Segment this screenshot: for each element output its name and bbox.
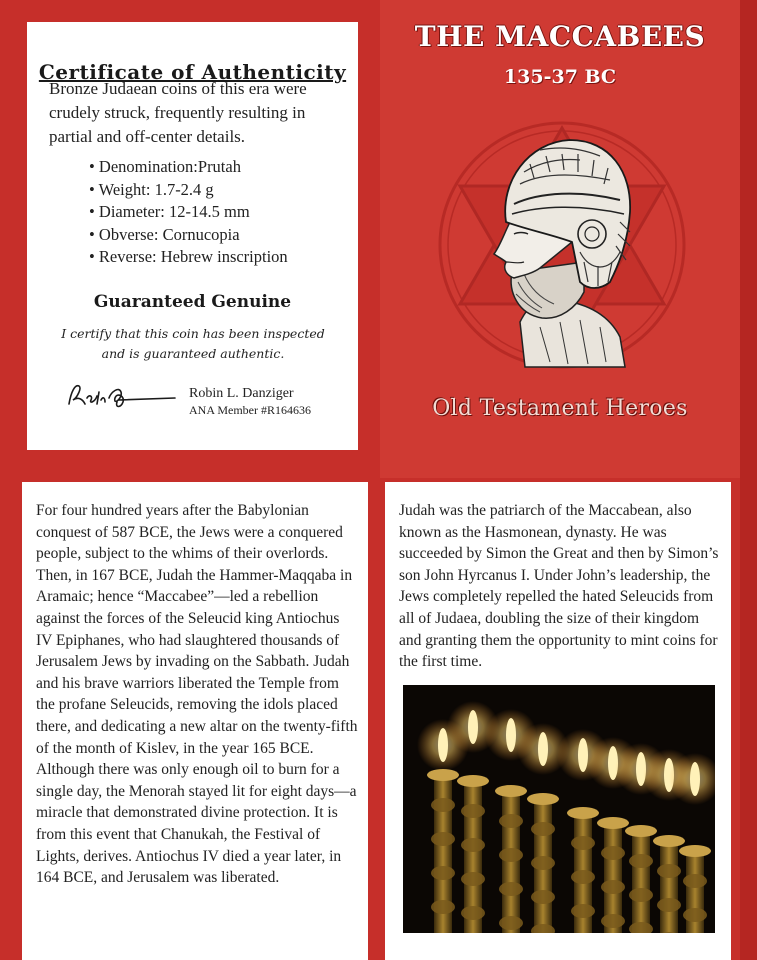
spec-item: • Denomination:Prutah	[89, 156, 288, 179]
guarantee-line: I certify that this coin has been inspected	[61, 326, 325, 341]
history-paragraph: For four hundred years after the Babylonian conquest of 587 BCE, the Jews were a conquered people, subject to the whims of their overlords. Then, in 167 BCE, Judah the Hammer-Maqqaba in Aramaic; hence “Maccabee”—led a rebellion against the forces of the Seleucid king Antiochus IV Epiphanes, who had slaughtered thousands of Jerusalem Jews by invading on the Sabbath. Judah and his brave warriors liberated the Temple from the profane Seleucids, removing the idols placed there, and dedicating a new altar on the twenty-fifth of the month of Kislev, in the year 165 BCE. Although there was only enough oil to burn for a single day, the Menorah stayed lit for eight days—a miracle that demonstrated divine protection. It is from this event that Chanukah, the Festival of Lights, derives. Antiochus IV died a year later, in 164 BCE, and Jerusalem was liberated.	[36, 502, 358, 887]
spec-item: • Diameter: 12-14.5 mm	[89, 201, 288, 224]
maccabee-portrait-icon	[480, 122, 640, 372]
guaranteed-title: Guaranteed Genuine	[93, 292, 292, 312]
certificate-intro: Bronze Judaean coins of this era were crudely struck, frequently resulting in partial and off-center details.	[49, 79, 307, 146]
spec-item: • Weight: 1.7-2.4 g	[89, 179, 288, 202]
spec-list	[89, 156, 288, 269]
signature-icon	[65, 378, 177, 412]
signer-name: Robin L. Danziger	[189, 386, 294, 401]
certificate-title: Certificate of Authenticity	[38, 60, 347, 84]
menorah-candles-icon	[403, 685, 715, 933]
certificate-panel	[27, 22, 358, 450]
page-edge	[740, 0, 757, 960]
dynasty-paragraph: Judah was the patriarch of the Maccabean, also known as the Hasmonean, dynasty. He was succeeded by Simon the Great and then by Simon’s son John Hyrcanus I. Under John’s leadership, the Jews completely repelled the hated Seleucids from all of Judaea, doubling the size of their kingdom and granting them the opportunity to mint coins for the first time.	[399, 502, 719, 671]
spec-item: • Reverse: Hebrew inscription	[89, 246, 288, 269]
history-text-panel	[22, 482, 368, 960]
guarantee-line: and is guaranteed authentic.	[101, 346, 285, 361]
title-dates: 135-37 BC	[503, 66, 617, 88]
guarantee-statement	[47, 324, 339, 364]
title-panel	[380, 0, 740, 478]
title-heading: THE MACCABEES	[414, 20, 706, 53]
dynasty-text-panel	[385, 482, 731, 960]
title-subtitle: Old Testament Heroes	[432, 396, 688, 421]
spec-item: • Obverse: Cornucopia	[89, 224, 288, 247]
signer-member-number: ANA Member #R164636	[189, 403, 311, 417]
